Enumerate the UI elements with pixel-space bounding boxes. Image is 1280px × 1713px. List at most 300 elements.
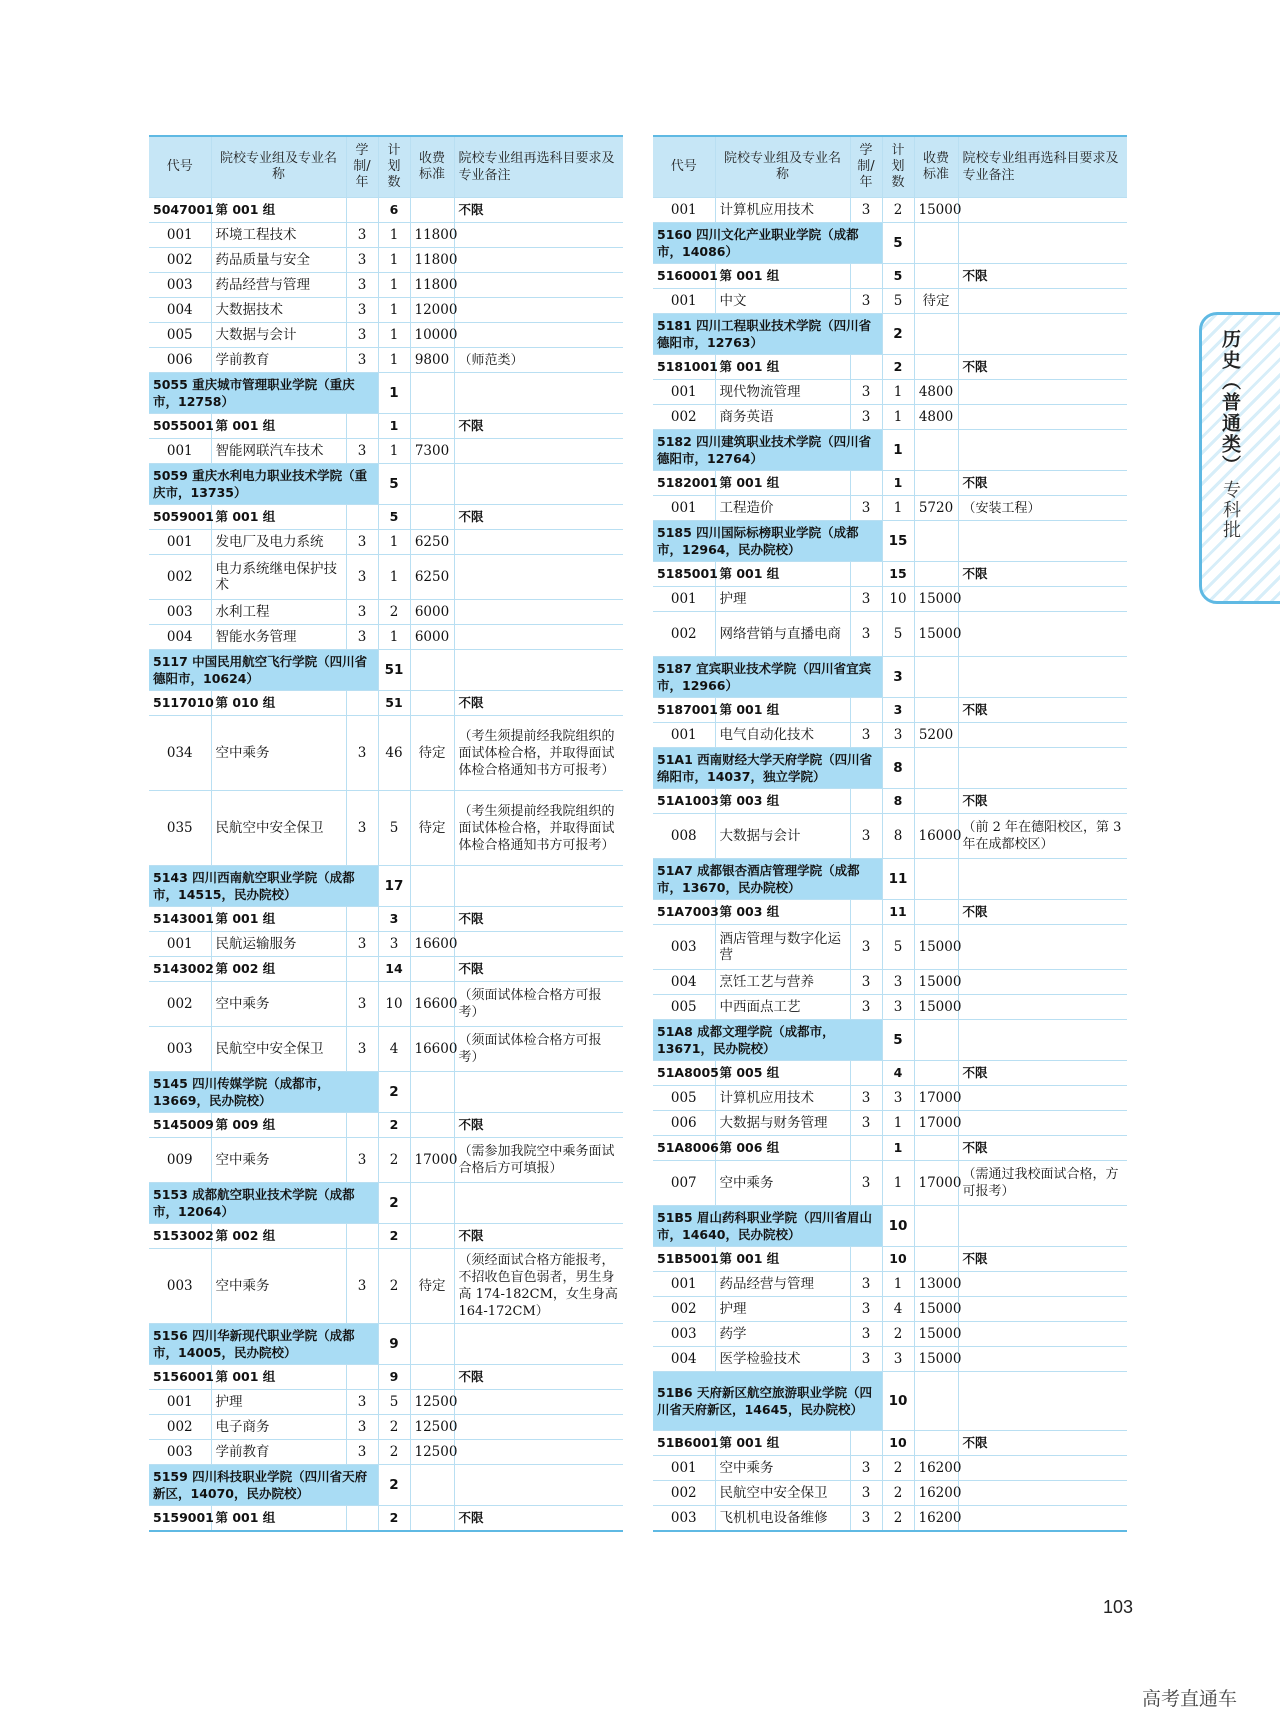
major-code: 004 [653,970,715,995]
major-plan: 1 [378,223,410,248]
major-name: 大数据与会计 [211,323,346,348]
school-plan-count: 2 [378,1465,410,1506]
school-note-empty [454,373,623,414]
group-plan-count: 11 [882,900,914,925]
major-code: 003 [653,1322,715,1347]
major-name: 酒店管理与数字化运营 [715,925,850,970]
school-fee-empty [410,1465,454,1506]
major-plan: 4 [378,1027,410,1072]
group-subject-requirement: 不限 [454,907,623,932]
group-plan-count: 6 [378,198,410,223]
group-fee-empty [410,1224,454,1249]
school-name: 5059 重庆水利电力职业技术学院（重庆市，13735） [149,464,378,505]
header-name: 院校专业组及专业名称 [715,136,850,198]
school-note-empty [958,748,1127,789]
major-years: 3 [850,995,882,1020]
school-name: 5117 中国民用航空飞行学院（四川省德阳市，10624） [149,650,378,691]
side-tab-batch: 专科批 [1220,480,1241,540]
group-plan-count: 1 [882,1136,914,1161]
group-row [149,1113,623,1138]
group-plan-count: 10 [882,1431,914,1456]
group-row [149,1224,623,1249]
major-years: 3 [346,716,378,791]
major-name: 烹饪工艺与营养 [715,970,850,995]
major-plan: 2 [882,1506,914,1532]
school-name: 5143 四川西南航空职业学院（成都市，14515，民办院校） [149,866,378,907]
group-row [149,1506,623,1532]
major-row [653,1481,1127,1506]
major-plan: 3 [378,932,410,957]
major-plan: 3 [882,723,914,748]
school-fee-empty [410,464,454,505]
group-code: 5159001 [149,1506,211,1532]
major-plan: 2 [378,600,410,625]
major-plan: 2 [378,1249,410,1324]
major-row [149,716,623,791]
major-plan: 10 [378,982,410,1027]
major-years: 3 [850,814,882,859]
major-code: 003 [149,273,211,298]
group-subject-requirement: 不限 [958,698,1127,723]
major-name: 电气自动化技术 [715,723,850,748]
major-note [958,1297,1127,1322]
major-name: 环境工程技术 [211,223,346,248]
group-name: 第 001 组 [211,1365,346,1390]
school-name: 51A7 成都银杏酒店管理学院（成都市，13670，民办院校） [653,859,882,900]
school-plan-count: 10 [882,1372,914,1431]
major-row [653,1111,1127,1136]
major-code: 002 [653,612,715,657]
major-plan: 1 [378,248,410,273]
school-fee-empty [914,859,958,900]
major-note [454,273,623,298]
major-name: 中文 [715,289,850,314]
major-fee: 6250 [410,530,454,555]
major-plan: 1 [378,348,410,373]
group-code: 5047001 [149,198,211,223]
major-name: 大数据技术 [211,298,346,323]
major-name: 空中乘务 [211,1138,346,1183]
major-note [454,439,623,464]
group-name: 第 003 组 [715,789,850,814]
major-years: 3 [850,925,882,970]
major-row [653,1506,1127,1532]
major-name: 水利工程 [211,600,346,625]
major-years: 3 [346,1415,378,1440]
group-subject-requirement: 不限 [958,900,1127,925]
school-fee-empty [914,1372,958,1431]
major-years: 3 [850,723,882,748]
group-name: 第 001 组 [211,505,346,530]
major-note [454,298,623,323]
major-years: 3 [346,1249,378,1324]
major-code: 003 [149,1027,211,1072]
group-plan-count: 5 [378,505,410,530]
school-plan-count: 5 [378,464,410,505]
group-years-empty [850,1247,882,1272]
major-fee: 17000 [914,1111,958,1136]
major-years: 3 [346,791,378,866]
school-note-empty [454,866,623,907]
major-name: 空中乘务 [715,1456,850,1481]
major-years: 3 [850,1481,882,1506]
major-fee: 13000 [914,1272,958,1297]
major-plan: 1 [378,273,410,298]
group-subject-requirement: 不限 [958,264,1127,289]
major-plan: 3 [882,995,914,1020]
major-row [149,439,623,464]
major-row [653,289,1127,314]
major-fee: 17000 [410,1138,454,1183]
major-fee: 11800 [410,223,454,248]
school-row [149,1072,623,1113]
header-years: 学制/年 [346,136,378,198]
major-name: 空中乘务 [211,1249,346,1324]
major-row [149,1138,623,1183]
school-note-empty [958,1206,1127,1247]
group-row [149,1365,623,1390]
major-code: 001 [653,587,715,612]
group-row [653,900,1127,925]
major-note [958,198,1127,223]
school-row [149,650,623,691]
major-code: 001 [653,1456,715,1481]
major-years: 3 [346,600,378,625]
school-plan-count: 1 [378,373,410,414]
major-fee: 12500 [410,1390,454,1415]
group-row [653,562,1127,587]
major-years: 3 [850,1506,882,1532]
major-note [454,1415,623,1440]
major-plan: 5 [882,289,914,314]
major-row [653,925,1127,970]
major-fee: 4800 [914,380,958,405]
major-note: （考生须提前经我院组织的面试体检合格，并取得面试体检合格通知书方可报考） [454,791,623,866]
major-name: 电子商务 [211,1415,346,1440]
group-name: 第 005 组 [715,1061,850,1086]
major-row [653,1297,1127,1322]
major-note [454,530,623,555]
major-code: 002 [653,1481,715,1506]
school-name: 5160 四川文化产业职业学院（成都市，14086） [653,223,882,264]
school-plan-count: 2 [882,314,914,355]
major-note [454,932,623,957]
group-fee-empty [410,1506,454,1532]
group-plan-count: 1 [882,471,914,496]
major-row [149,932,623,957]
group-subject-requirement: 不限 [958,789,1127,814]
school-fee-empty [410,1183,454,1224]
school-plan-count: 11 [882,859,914,900]
major-name: 民航空中安全保卫 [715,1481,850,1506]
group-years-empty [346,1113,378,1138]
school-name: 5153 成都航空职业技术学院（成都市，12064） [149,1183,378,1224]
major-years: 3 [850,612,882,657]
major-row [149,530,623,555]
major-name: 护理 [211,1390,346,1415]
major-years: 3 [850,1272,882,1297]
group-code: 5182001 [653,471,715,496]
group-fee-empty [914,698,958,723]
major-years: 3 [850,380,882,405]
major-name: 药学 [715,1322,850,1347]
group-subject-requirement: 不限 [454,691,623,716]
major-fee: 5720 [914,496,958,521]
group-years-empty [346,414,378,439]
group-subject-requirement: 不限 [454,414,623,439]
school-note-empty [958,1372,1127,1431]
major-note: （须经面试合格方能报考，不招收色盲色弱者，男生身高 174-182CM，女生身高 164-172CM） [454,1249,623,1324]
major-row [653,1322,1127,1347]
school-note-empty [454,650,623,691]
group-fee-empty [410,907,454,932]
major-row [653,496,1127,521]
major-row [149,625,623,650]
major-fee: 15000 [914,587,958,612]
major-fee: 15000 [914,612,958,657]
school-plan-count: 51 [378,650,410,691]
major-name: 民航运输服务 [211,932,346,957]
group-name: 第 009 组 [211,1113,346,1138]
major-code: 003 [149,600,211,625]
major-code: 002 [149,1415,211,1440]
major-row [653,970,1127,995]
group-subject-requirement: 不限 [958,1136,1127,1161]
group-fee-empty [410,957,454,982]
major-code: 003 [653,925,715,970]
major-plan: 3 [882,970,914,995]
group-fee-empty [410,505,454,530]
group-code: 5143002 [149,957,211,982]
major-fee: 待定 [410,791,454,866]
major-years: 3 [850,1161,882,1206]
school-row [653,1206,1127,1247]
group-plan-count: 2 [882,355,914,380]
school-plan-count: 5 [882,1020,914,1061]
school-note-empty [454,1072,623,1113]
major-name: 智能水务管理 [211,625,346,650]
major-fee: 7300 [410,439,454,464]
major-years: 3 [850,1347,882,1372]
group-years-empty [346,505,378,530]
major-note [454,625,623,650]
group-plan-count: 2 [378,1224,410,1249]
group-years-empty [346,907,378,932]
major-years: 3 [346,323,378,348]
group-fee-empty [914,264,958,289]
major-plan: 1 [882,1111,914,1136]
group-code: 5143001 [149,907,211,932]
major-note [958,1322,1127,1347]
major-code: 001 [653,380,715,405]
major-years: 3 [850,1456,882,1481]
group-code: 51B5001 [653,1247,715,1272]
major-note [958,1111,1127,1136]
group-fee-empty [914,1061,958,1086]
section-side-tab [1199,312,1280,604]
school-plan-count: 9 [378,1324,410,1365]
major-note [958,970,1127,995]
major-row [149,791,623,866]
major-note [958,612,1127,657]
major-plan: 8 [882,814,914,859]
major-code: 035 [149,791,211,866]
major-note [958,587,1127,612]
school-note-empty [958,314,1127,355]
group-years-empty [850,1136,882,1161]
group-plan-count: 2 [378,1506,410,1532]
major-fee: 12000 [410,298,454,323]
major-name: 医学检验技术 [715,1347,850,1372]
major-fee: 17000 [914,1086,958,1111]
major-name: 计算机应用技术 [715,1086,850,1111]
group-code: 51A7003 [653,900,715,925]
major-note: （前 2 年在德阳校区，第 3 年在成都校区） [958,814,1127,859]
group-years-empty [346,1365,378,1390]
header-row [653,136,1127,198]
major-code: 004 [149,298,211,323]
major-years: 3 [850,970,882,995]
school-fee-empty [914,314,958,355]
school-name: 5182 四川建筑职业技术学院（四川省德阳市，12764） [653,430,882,471]
major-code: 002 [149,555,211,600]
major-note [958,289,1127,314]
group-years-empty [850,1431,882,1456]
group-fee-empty [410,1365,454,1390]
group-row [149,414,623,439]
group-code: 51B6001 [653,1431,715,1456]
major-code: 004 [149,625,211,650]
group-subject-requirement: 不限 [454,1113,623,1138]
school-note-empty [958,657,1127,698]
school-name: 5055 重庆城市管理职业学院（重庆市，12758） [149,373,378,414]
group-years-empty [850,900,882,925]
school-name: 5187 宜宾职业技术学院（四川省宜宾市，12966） [653,657,882,698]
major-years: 3 [850,1086,882,1111]
school-row [653,657,1127,698]
school-plan-count: 5 [882,223,914,264]
major-fee: 15000 [914,1322,958,1347]
school-fee-empty [914,1020,958,1061]
major-fee: 15000 [914,198,958,223]
group-name: 第 001 组 [715,698,850,723]
major-plan: 5 [882,925,914,970]
major-plan: 2 [378,1415,410,1440]
major-code: 005 [653,1086,715,1111]
school-plan-count: 3 [882,657,914,698]
group-subject-requirement: 不限 [958,471,1127,496]
major-fee: 15000 [914,970,958,995]
major-name: 护理 [715,587,850,612]
group-plan-count: 1 [378,414,410,439]
major-row [653,1086,1127,1111]
group-row [149,957,623,982]
school-row [149,1324,623,1365]
major-fee: 6000 [410,600,454,625]
major-code: 001 [149,530,211,555]
school-name: 51B5 眉山药科职业学院（四川省眉山市，14640，民办院校） [653,1206,882,1247]
school-plan-count: 2 [378,1183,410,1224]
group-plan-count: 3 [378,907,410,932]
group-fee-empty [914,1247,958,1272]
page-number: 103 [1103,1597,1134,1617]
major-years: 3 [850,587,882,612]
major-row [149,1440,623,1465]
major-row [653,587,1127,612]
major-years: 3 [346,1027,378,1072]
major-code: 003 [653,1506,715,1532]
group-subject-requirement: 不限 [958,562,1127,587]
major-years: 3 [346,625,378,650]
side-tab-category: 历史（普通类） [1219,329,1241,476]
major-row [653,1347,1127,1372]
group-code: 5059001 [149,505,211,530]
major-fee: 5200 [914,723,958,748]
major-row [653,198,1127,223]
major-note [958,925,1127,970]
major-code: 002 [149,982,211,1027]
group-fee-empty [914,355,958,380]
major-fee: 15000 [914,1297,958,1322]
group-code: 5185001 [653,562,715,587]
major-code: 001 [149,439,211,464]
school-note-empty [958,430,1127,471]
group-years-empty [346,957,378,982]
major-plan: 3 [882,1347,914,1372]
group-fee-empty [914,471,958,496]
group-fee-empty [914,1136,958,1161]
major-plan: 1 [378,625,410,650]
major-fee: 11800 [410,248,454,273]
major-years: 3 [346,982,378,1027]
major-fee: 4800 [914,405,958,430]
group-name: 第 001 组 [211,198,346,223]
major-plan: 2 [882,1481,914,1506]
header-plan: 计划数 [378,136,410,198]
school-note-empty [958,223,1127,264]
major-years: 3 [346,530,378,555]
group-row [653,1061,1127,1086]
major-plan: 4 [882,1297,914,1322]
major-code: 005 [653,995,715,1020]
school-row [653,430,1127,471]
major-fee: 16600 [410,982,454,1027]
major-note [958,1456,1127,1481]
major-name: 药品经营与管理 [715,1272,850,1297]
school-row [149,866,623,907]
group-plan-count: 2 [378,1113,410,1138]
header-row [149,136,623,198]
group-code: 5055001 [149,414,211,439]
group-plan-count: 5 [882,264,914,289]
major-row [653,814,1127,859]
school-name: 5156 四川华新现代职业学院（成都市，14005，民办院校） [149,1324,378,1365]
major-years: 3 [346,223,378,248]
major-years: 3 [346,932,378,957]
group-plan-count: 15 [882,562,914,587]
major-plan: 2 [882,1322,914,1347]
major-plan: 2 [882,198,914,223]
major-note [958,380,1127,405]
major-note [454,555,623,600]
major-code: 009 [149,1138,211,1183]
school-fee-empty [914,430,958,471]
major-plan: 2 [882,1456,914,1481]
major-name: 飞机机电设备维修 [715,1506,850,1532]
major-note [454,1440,623,1465]
header-years: 学制/年 [850,136,882,198]
major-years: 3 [346,348,378,373]
